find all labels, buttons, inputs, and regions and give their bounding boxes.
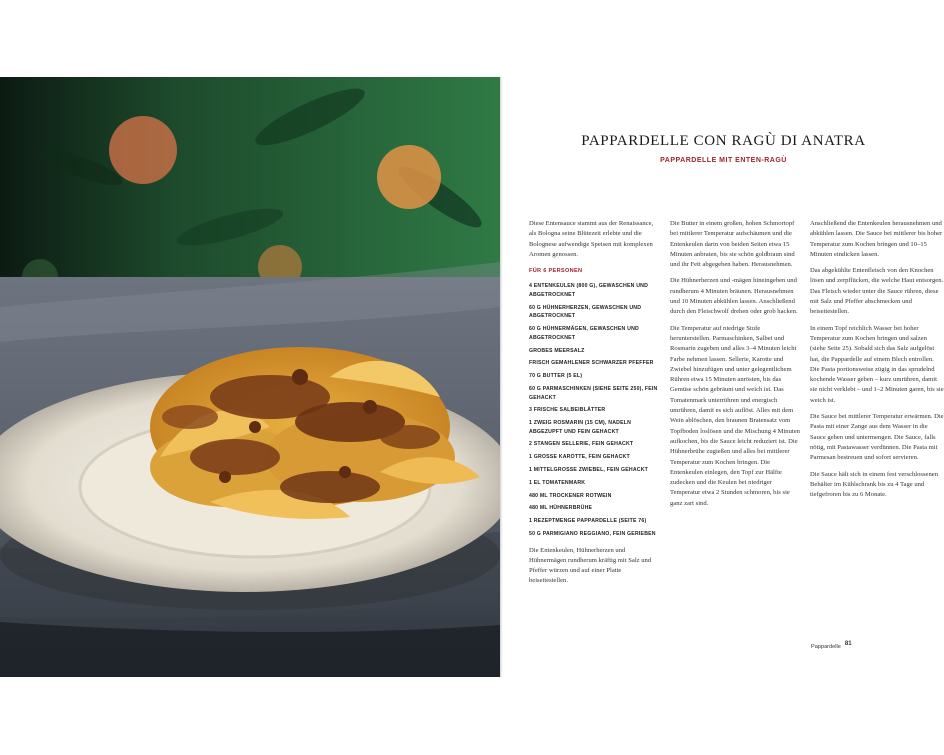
servings-label: FÜR 6 PERSONEN xyxy=(529,268,583,275)
ingredient-item: GROBES MEERSALZ xyxy=(529,347,585,354)
step-paragraph: Das abgekühlte Entenfleisch von den Knochen lösen und zerpflücken, die welche Haut entsorgen. Das Fleisch wieder unter die Sauce rühren, diese mit Salz und Pfeffer abschmecken und beiseitestellen. xyxy=(810,267,944,316)
ingredient-item: 3 FRISCHE SALBEIBLÄTTER xyxy=(529,407,606,414)
ingredient-item: 1 GROSSE KAROTTE, FEIN GEHACKT xyxy=(529,454,630,461)
ingredient-item: 2 STANGEN SELLERIE, FEIN GEHACKT xyxy=(529,441,634,448)
storage-note: Die Sauce hält sich in einem fest verschlossenen Behälter im Kühlschrank bis zu 4 Tage und tiefgefroren bis zu 6 Monate. xyxy=(810,470,938,499)
ingredient-item: 50 G PARMIGIANO REGGIANO, FEIN GERIEBEN xyxy=(529,530,656,537)
column-3 xyxy=(810,219,944,506)
step-paragraph: Anschließend die Entenkeulen herausnehmen und abkühlen lassen. Die Sauce bei mittlerer bis hoher Temperatur zum Kochen bringen und 10–15 Minuten eindicken lassen. xyxy=(810,220,943,258)
recipe-page xyxy=(503,77,944,677)
pasta-photo-illustration xyxy=(0,77,500,677)
step-paragraph: Die Temperatur auf niedrige Stufe herunterstellen. Parmaschinken, Salbei und Rosmarin zugeben und alles 3–4 Minuten leicht Farbe nehmen lassen. Sellerie, Karotte und Zwiebel hinzufügen und unter gelegentlichem Rühren etwa 15 Minuten anrösten, bis das Gemüse schön gebräunt und weich ist. Das Tomatenmark unterrühren und energisch umrühren, damit es sich auflöst. Alles mit dem Wein ablöschen, den braunen Bratensatz vom Topfboden loslösen und die Mischung 4 Minuten aufkochen, bis die Sauce leicht reduziert ist. Die Hühnerbrühe zugießen und alles bei mittlerer Temperatur zum Kochen bringen. Die Entenkeulen einlegen, den Topf zur Hälfte zudecken und die Keulen bei niedriger Temperatur etwa 2 Stunden schmoren, bis sie ganz zart sind. xyxy=(670,324,800,507)
ingredient-item: 480 ML HÜHNERBRÜHE xyxy=(529,505,593,512)
ingredient-item: 60 G HÜHNERHERZEN, GEWASCHEN UND ABGETROCKNET xyxy=(529,304,642,320)
section-name: Pappardelle xyxy=(811,644,841,650)
page-number: 81 xyxy=(844,641,852,647)
book-spread xyxy=(0,77,944,677)
ingredient-item: 480 ML TROCKENER ROTWEIN xyxy=(529,492,612,499)
ingredient-item: 1 EL TOMATENMARK xyxy=(529,479,586,486)
ingredient-item: 1 REZEPTMENGE PAPPARDELLE (SEITE 76) xyxy=(529,518,647,525)
recipe-subtitle: PAPPARDELLE MIT ENTEN-RAGÙ xyxy=(660,157,787,164)
column-2 xyxy=(670,219,802,515)
intro-paragraph: Diese Entensauce stammt aus der Renaissance, als Bologna seine Blütezeit erlebte und die Bolognese aufwendige Speisen mit komplexen Aromen genossen. xyxy=(529,220,654,258)
column-1 xyxy=(529,219,661,593)
step-paragraph: Die Sauce bei mittlerer Temperatur erwärmen. Die Pasta mit einer Zange aus dem Wasser in die Sauce geben und untermengen. Die Sauce, falls nötig, mit Pastawasser verdünnen. Die Pasta mit Parmesan bestreuen und sofort servieren. xyxy=(810,413,944,462)
ingredient-item: 60 G PARMASCHINKEN (SIEHE SEITE 250), FEIN GEHACKT xyxy=(529,385,658,401)
step-paragraph: In einem Topf reichlich Wasser bei hoher Temperatur zum Kochen bringen und salzen (siehe Seite 25). Sobald sich das Salz aufgelöst hat, die Pappardelle auf einem Blech entrollen. Die Pasta portionsweise zügig in das sprudelnd kochende Wasser geben – kurz umrühren, damit sie nicht verklebt – und 1–2 Minuten garen, bis sie weich ist. xyxy=(810,324,944,404)
ingredient-item: 60 G HÜHNERMÄGEN, GEWASCHEN UND ABGETROCKNET xyxy=(529,326,639,341)
ingredient-item: 70 G BUTTER (5 EL) xyxy=(529,373,583,380)
page-footer xyxy=(811,641,852,650)
pasta-photo xyxy=(0,77,500,677)
recipe-title: PAPPARDELLE CON RAGÙ DI ANATRA xyxy=(581,133,866,149)
ingredient-item: 1 MITTELGROSSE ZWIEBEL, FEIN GEHACKT xyxy=(529,467,649,474)
step-paragraph: Die Hühnerherzen und -mägen hineingeben und rundherum 4 Minuten bräunen. Herausnehmen und 10 Minuten abkühlen lassen. Anschließend durch den Fleischwolf drehen oder grob hacken. xyxy=(670,277,798,316)
ingredient-item: 4 ENTENKEULEN (800 G), GEWASCHEN UND ABGETROCKNET xyxy=(529,283,649,299)
ingredient-item: FRISCH GEMAHLENER SCHWARZER PFEFFER xyxy=(529,360,654,367)
step-paragraph: Die Butter in einem großen, hohen Schmortopf bei mittlerer Temperatur aufschäumen und die Entenkeulen darin von beiden Seiten etwa 15 Minuten anbraten, bis sie schön goldbraun sind und ihr Fett abgegeben haben. Herausnehmen. xyxy=(670,220,795,269)
ingredient-list xyxy=(529,282,661,538)
ingredient-item: 1 ZWEIG ROSMARIN (15 CM), NADELN ABGEZUPFT UND FEIN GEHACKT xyxy=(529,420,632,435)
seasoning-paragraph: Die Entenkeulen, Hühnerherzen und Hühnermägen rundherum kräftig mit Salz und Pfeffer würzen und auf einer Platte beiseitestellen. xyxy=(529,546,652,585)
